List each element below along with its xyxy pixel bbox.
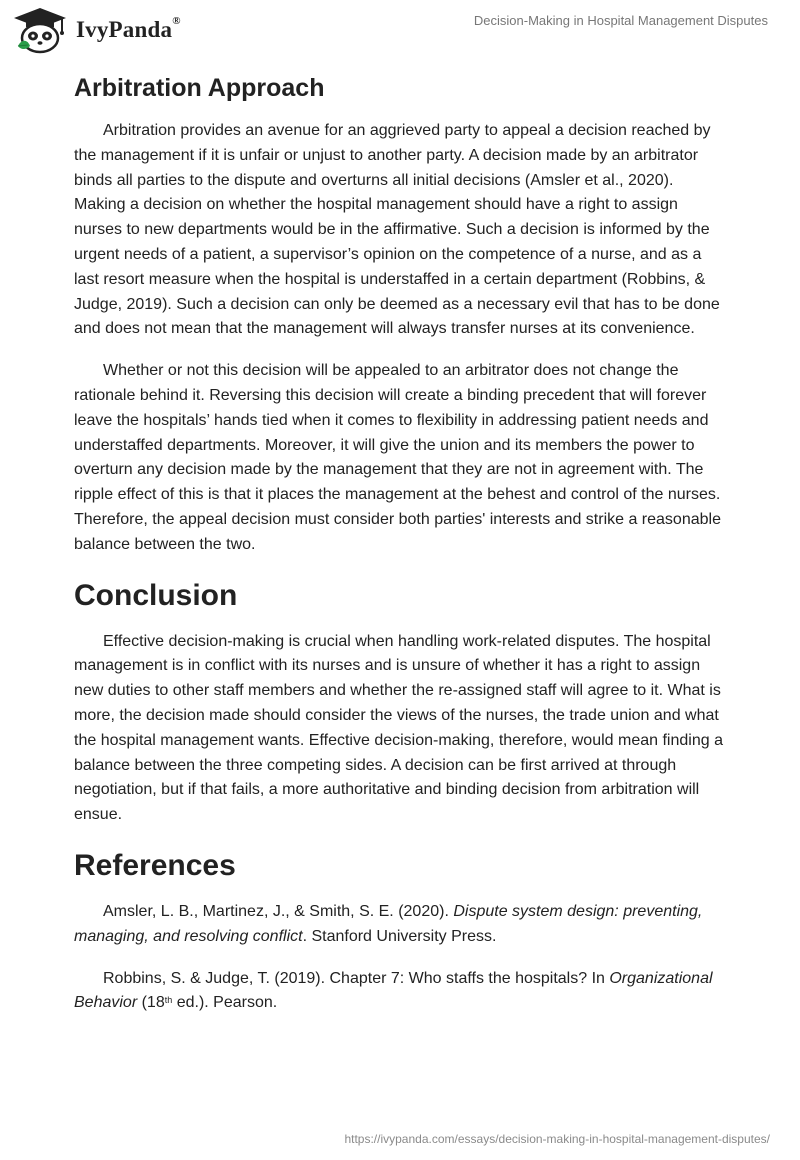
conclusion-paragraph: Effective decision-making is crucial when handling work-related disputes. The hospital management is in conflict with its nurses and is unsure of whether it has a right to assign new duties to other staff members and whether the re-assigned staff will agree to it. What is more, the decision made should consider the views of the nurses, the trade union and what the hospital management wants. Effective decision-making, therefore, would mean finding a balance between the three competing sides. A decision can be first arrived at through negotiation, but if that fails, a more authoritative and binding decision from arbitration will ensue.: [74, 632, 723, 824]
arbitration-paragraph-2: Whether or not this decision will be appealed to an arbitrator does not change the rationale behind it. Reversing this decision will create a binding precedent that will forever leave the hospitals’ hands tied when it comes to flexibility in addressing patient needs and understaffed departments. Moreover, it will give the union and its members the power to overturn any decision made by the management that they are not in agreement with. The ripple effect of this is that it places the management at the behest and control of the nurses. Therefore, the appeal decision must consider both parties' interests and strike a reasonable balance between the two.: [74, 362, 721, 553]
logo[interactable]: [12, 6, 181, 54]
essay-content: [74, 70, 724, 1033]
reference-item: Amsler, L. B., Martinez, J., & Smith, S. E. (2020). Dispute system design: preventing, managing, and resolving conflict. Stanford University Press.: [74, 902, 703, 945]
arbitration-heading: Arbitration Approach: [74, 74, 325, 102]
panda-logo-icon: [12, 6, 68, 54]
arbitration-paragraph-1: Arbitration provides an avenue for an aggrieved party to appeal a decision reached by the management if it is unfair or unjust to another party. A decision made by an arbitrator binds all parties to the dispute and overturns all initial decisions (Amsler et al., 2020). Making a decision on whether the hospital management should have a right to assign nurses to new departments would be in the affirmative. Such a decision is informed by the urgent needs of a patient, a supervisor’s opinion on the competence of a nurse, and as a last resort measure when the hospital is understaffed in a certain department (Robbins, & Judge, 2019). Such a decision can only be deemed as a necessary evil that has to be done and does not mean that the management will always transfer nurses at its convenience.: [74, 122, 720, 338]
logo-text: IvyPanda®: [76, 15, 181, 42]
page-header: [0, 0, 800, 62]
footer-url[interactable]: https://ivypanda.com/essays/decision-making-in-hospital-management-disputes/: [344, 1132, 770, 1146]
reference-item: Robbins, S. & Judge, T. (2019). Chapter 7: Who staffs the hospitals? In Organizational Behavior (18th ed.). Pearson.: [74, 969, 713, 1012]
document-title: Decision-Making in Hospital Management Disputes: [473, 13, 768, 28]
conclusion-heading: Conclusion: [74, 578, 238, 612]
references-heading: References: [74, 848, 236, 882]
